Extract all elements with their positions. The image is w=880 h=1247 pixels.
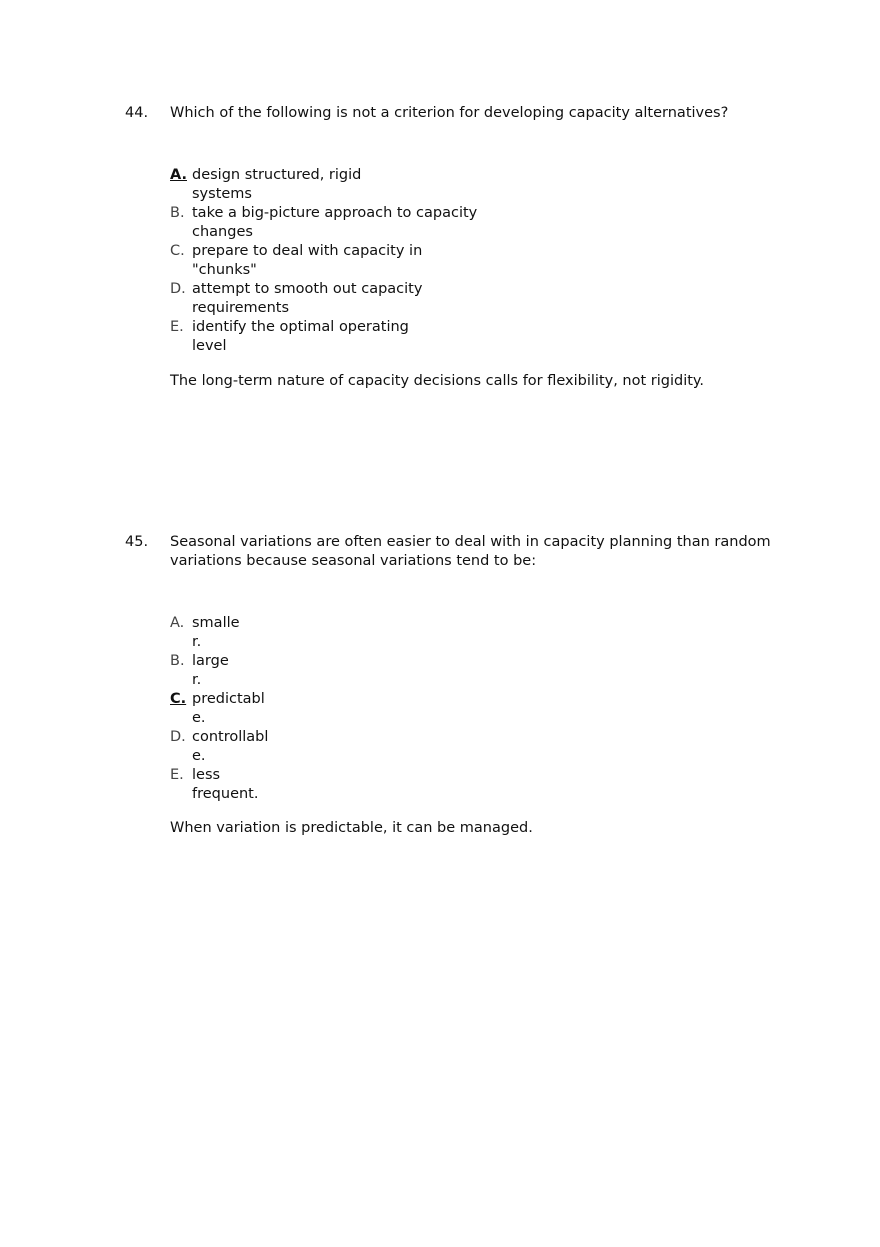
option-c[interactable] (170, 690, 268, 728)
option-text-line1: controllabl (192, 729, 269, 745)
option-letter: C. (170, 243, 185, 259)
option-text-line2: e. (192, 748, 206, 764)
question-number: 44. (125, 105, 149, 121)
question-number: 45. (125, 534, 149, 550)
option-letter: A. (170, 615, 185, 631)
option-text-line1: identify the optimal operating (192, 319, 409, 335)
option-text-line2: e. (192, 710, 206, 726)
option-letter: D. (170, 729, 186, 745)
option-e[interactable] (170, 318, 477, 356)
option-text-line2: changes (192, 224, 253, 240)
option-text-line1: smalle (192, 615, 240, 631)
option-letter: D. (170, 281, 186, 297)
option-letter: E. (170, 767, 184, 783)
option-letter: B. (170, 205, 185, 221)
option-letter-correct: C. (170, 691, 187, 707)
option-text-line1: prepare to deal with capacity in (192, 243, 423, 259)
option-b[interactable] (170, 652, 268, 690)
question-text-line2: variations because seasonal variations tend to be: (170, 553, 537, 569)
option-text-line1: less (192, 767, 221, 783)
option-a[interactable] (170, 166, 477, 204)
option-text-line2: requirements (192, 300, 290, 316)
option-text-line2: level (192, 338, 227, 354)
answer-feedback: The long-term nature of capacity decisions calls for flexibility, not rigidity. (170, 373, 705, 389)
option-letter: E. (170, 319, 184, 335)
question-text: Which of the following is not a criterion for developing capacity alternatives? (170, 105, 729, 121)
option-text-line2: "chunks" (192, 262, 257, 278)
option-b[interactable] (170, 204, 477, 242)
option-a[interactable] (170, 614, 268, 652)
option-text-line1: attempt to smooth out capacity (192, 281, 423, 297)
answer-options-45 (170, 614, 268, 804)
option-text-line1: take a big-picture approach to capacity (192, 205, 478, 221)
option-letter-correct: A. (170, 167, 187, 183)
question-text-line1: Seasonal variations are often easier to deal with in capacity planning than random (170, 534, 771, 550)
option-text-line2: frequent. (192, 786, 259, 802)
answer-options-44 (170, 166, 477, 356)
option-text-line1: large (192, 653, 229, 669)
option-text-line1: predictabl (192, 691, 265, 707)
option-c[interactable] (170, 242, 477, 280)
option-text-line2: systems (192, 186, 252, 202)
question-text (170, 533, 780, 571)
option-e[interactable] (170, 766, 268, 804)
answer-feedback: When variation is predictable, it can be managed. (170, 820, 533, 836)
option-letter: B. (170, 653, 185, 669)
option-text-line2: r. (192, 672, 202, 688)
option-text-line1: design structured, rigid (192, 167, 362, 183)
option-d[interactable] (170, 280, 477, 318)
option-d[interactable] (170, 728, 268, 766)
option-text-line2: r. (192, 634, 202, 650)
